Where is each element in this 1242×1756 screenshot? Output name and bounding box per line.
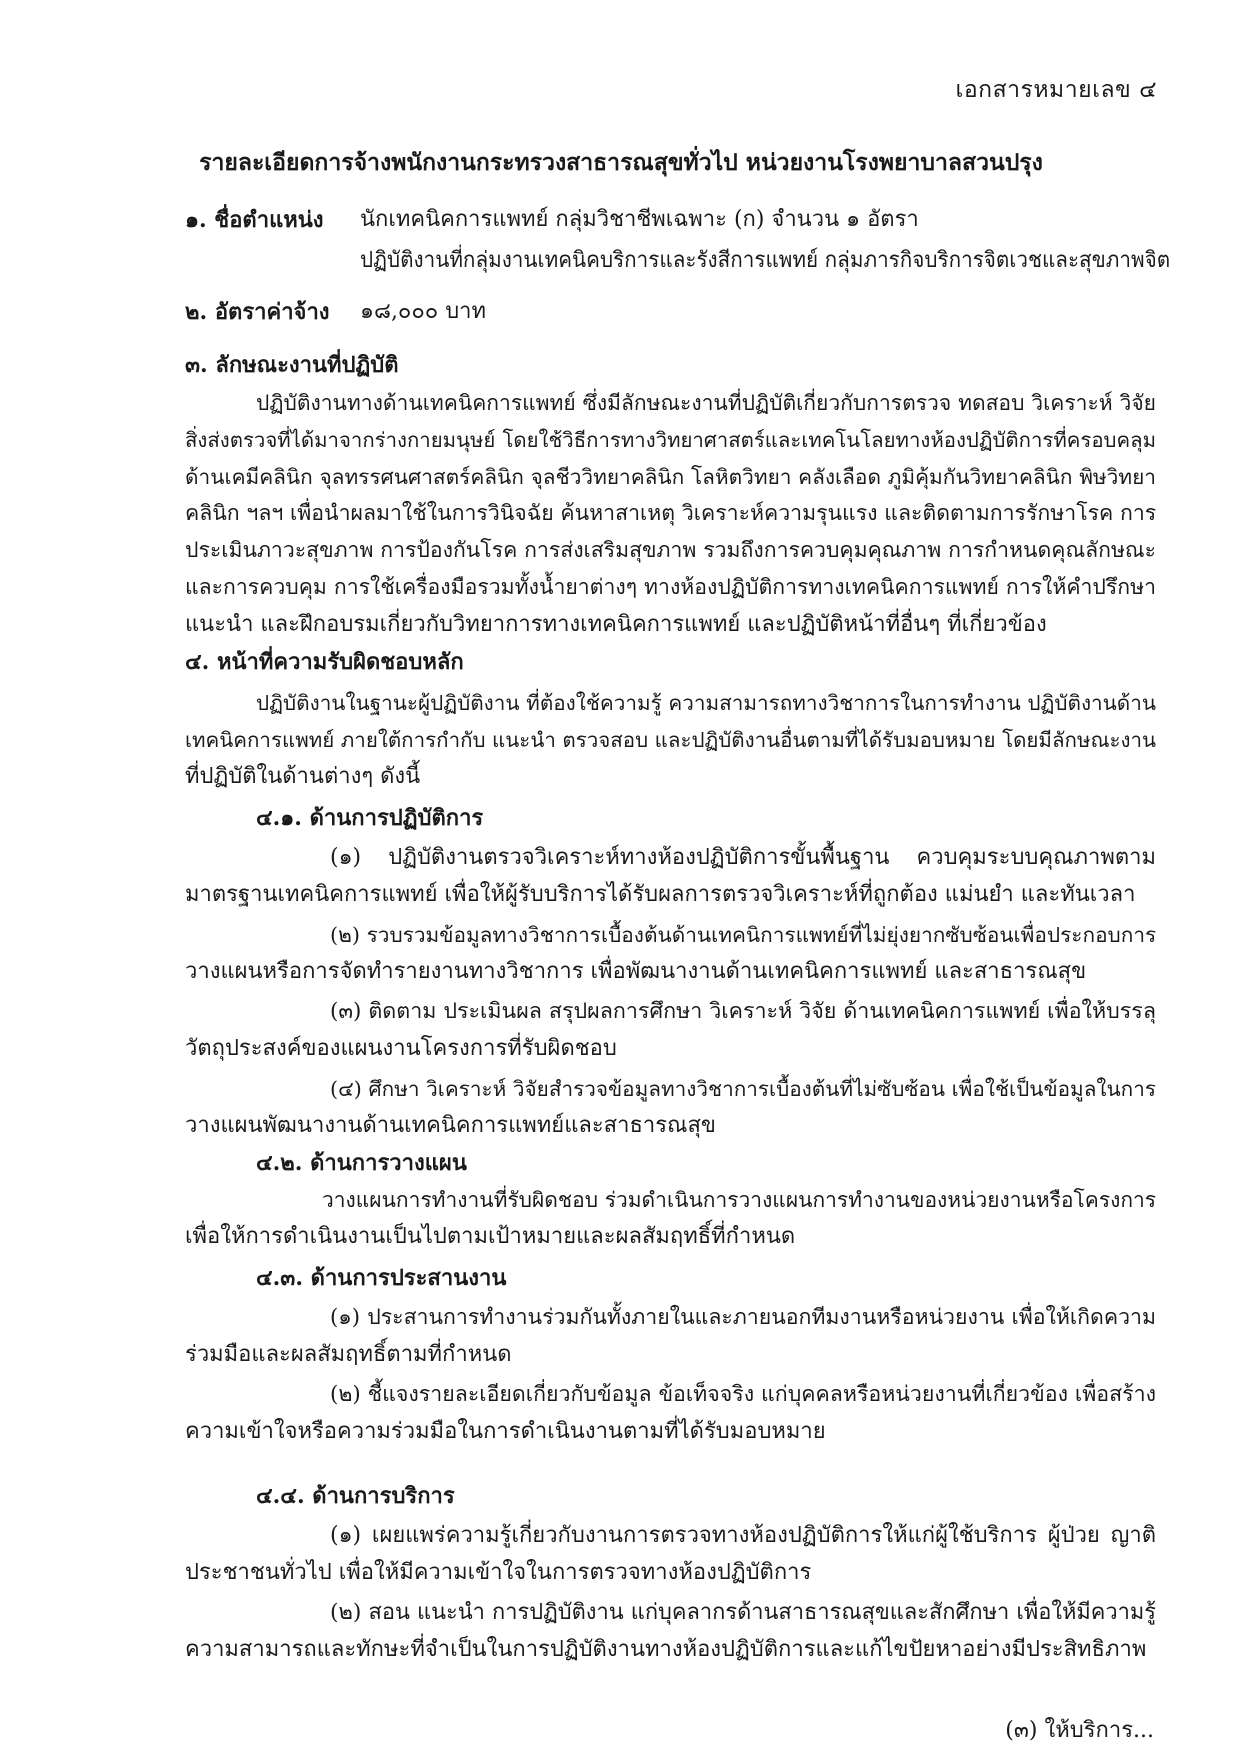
nature-line: สิ่งส่งตรวจที่ได้มาจากร่างกายมนุษย์ โดยใช้วิธีการทางวิทยาศาสตร์และเทคโนโลยทางห้องปฏิบัติการที่ครอบคลุม (185, 428, 1156, 452)
position-line-1: นักเทคนิคการแพทย์ กลุ่มวิชาชีพเฉพาะ (ก) จำนวน ๑ อัตรา (360, 207, 919, 232)
duties-heading: ๔. หน้าที่ความรับผิดชอบหลัก (185, 649, 464, 675)
nature-line: และการควบคุม การใช้เครื่องมือรวมทั้งน้ำยาต่างๆ ทางห้องปฏิบัติการทางเทคนิคการแพทย์ การให้คำปรึกษา (185, 575, 1156, 600)
wage-label: ๒. อัตราค่าจ้าง (185, 299, 330, 325)
nature-line: ปฏิบัติงานทางด้านเทคนิคการแพทย์ ซึ่งมีลักษณะงานที่ปฏิบัติเกี่ยวกับการตรวจ ทดสอบ วิเคราะห์ วิจัย (256, 390, 1156, 415)
nature-line: แนะนำ และฝึกอบรมเกี่ยวกับวิทยาการทางเทคนิคการแพทย์ และปฏิบัติหน้าที่อื่นๆ ที่เกี่ยวข้อง (185, 612, 1047, 637)
position-label: ๑. ชื่อตำแหน่ง (185, 207, 324, 233)
section-4-3-item-2-cont: ความเข้าใจหรือความร่วมมือในการดำเนินงานตามที่ได้รับมอบหมาย (185, 1419, 826, 1444)
section-4-1-item-1: (๑) ปฏิบัติงานตรวจวิเคราะห์ทางห้องปฏิบัติการขั้นพื้นฐาน ควบคุมระบบคุณภาพตาม (330, 845, 1156, 870)
section-4-4-heading: ๔.๔. ด้านการบริการ (256, 1483, 455, 1509)
section-4-2-heading: ๔.๒. ด้านการวางแผน (256, 1150, 467, 1176)
section-4-4-item-1: (๑) เผยแพร่ความรู้เกี่ยวกับงานการตรวจทางห้องปฏิบัติการให้แก่ผู้ใช้บริการ ผู้ป่วย ญาติ (330, 1523, 1156, 1548)
page-title: รายละเอียดการจ้างพนักงานกระทรวงสาธารณสุขทั่วไป หน่วยงานโรงพยาบาลสวนปรุง (199, 149, 1043, 176)
continuation-note: (๓) ให้บริการ... (1005, 1718, 1154, 1743)
section-4-1-item-4: (๔) ศึกษา วิเคราะห์ วิจัยสำรวจข้อมูลทางวิชาการเบื้องต้นที่ไม่ซับซ้อน เพื่อใช้เป็นข้อมูลในการ (330, 1077, 1156, 1101)
section-4-3-heading: ๔.๓. ด้านการประสานงาน (256, 1265, 507, 1291)
nature-line: ประเมินภาวะสุขภาพ การป้องกันโรค การส่งเสริมสุขภาพ รวมถึงการควบคุมคุณภาพ การกำหนดคุณลักษณะ (185, 538, 1156, 563)
section-4-3-item-1-cont: ร่วมมือและผลสัมฤทธิ์ตามที่กำหนด (185, 1342, 512, 1367)
section-4-4-item-2: (๒) สอน แนะนำ การปฏิบัติงาน แก่บุคลากรด้านสาธารณสุขและสักศึกษา เพื่อให้มีความรู้ (330, 1600, 1156, 1625)
section-4-1-item-4-cont: วางแผนพัฒนางานด้านเทคนิคการแพทย์และสาธารณสุข (185, 1113, 716, 1138)
section-4-1-item-3: (๓) ติดตาม ประเมินผล สรุปผลการศึกษา วิเคราะห์ วิจัย ด้านเทคนิคการแพทย์ เพื่อให้บรรลุ (330, 999, 1156, 1024)
section-4-3-item-2: (๒) ชี้แจงรายละเอียดเกี่ยวกับข้อมูล ข้อเท็จจริง แก่บุคคลหรือหน่วยงานที่เกี่ยวข้อง เพื่อสร้าง (330, 1382, 1156, 1407)
section-4-3-item-1: (๑) ประสานการทำงานร่วมกันทั้งภายในและภายนอกทีมงานหรือหน่วยงาน เพื่อให้เกิดความ (330, 1305, 1156, 1330)
nature-line: ด้านเคมีคลินิก จุลทรรศนศาสตร์คลินิก จุลชีววิทยาคลินิก โลหิตวิทยา คลังเลือด ภูมิคุ้มกันวิทยาคลินิก พิษวิทยา (185, 465, 1156, 489)
section-4-1-item-1-cont: มาตรฐานเทคนิคการแพทย์ เพื่อให้ผู้รับบริการได้รับผลการตรวจวิเคราะห์ที่ถูกต้อง แม่นยำ และทันเวลา (185, 882, 1136, 907)
section-4-1-item-2: (๒) รวบรวมข้อมูลทางวิชาการเบื้องต้นด้านเทคนิการแพทย์ที่ไม่ยุ่งยากซับซ้อนเพื่อประกอบการ (330, 923, 1157, 947)
nature-line: คลินิก ฯลฯ เพื่อนำผลมาใช้ในการวินิจฉัย ค้นหาสาเหตุ วิเคราะห์ความรุนแรง และติดตามการรักษาโรค การ (185, 501, 1157, 526)
duties-intro-line: ที่ปฏิบัติในด้านต่างๆ ดังนี้ (185, 764, 421, 789)
section-4-4-item-2-cont: ความสามารถและทักษะที่จำเป็นในการปฏิบัติงานทางห้องปฏิบัติการและแก้ไขปัยหาอย่างมีประสิทธิภาพ (185, 1637, 1147, 1662)
wage-value: ๑๘,๐๐๐ บาท (360, 299, 487, 324)
section-4-4-item-1-cont: ประชาชนทั่วไป เพื่อให้มีความเข้าใจในการตรวจทางห้องปฏิบัติการ (185, 1560, 812, 1585)
section-4-2-line: เพื่อให้การดำเนินงานเป็นไปตามเป้าหมายและผลสัมฤทธิ์ที่กำหนด (185, 1224, 796, 1249)
section-4-1-heading: ๔.๑. ด้านการปฏิบัติการ (256, 805, 484, 831)
document-number: เอกสารหมายเลข ๔ (955, 77, 1157, 103)
nature-heading: ๓. ลักษณะงานที่ปฏิบัติ (185, 352, 399, 378)
section-4-2-line: วางแผนการทำงานที่รับผิดชอบ ร่วมดำเนินการวางแผนการทำงานของหน่วยงานหรือโครงการ (322, 1188, 1157, 1212)
section-4-1-item-3-cont: วัตถุประสงค์ของแผนงานโครงการที่รับผิดชอบ (185, 1036, 617, 1061)
position-line-2: ปฏิบัติงานที่กลุ่มงานเทคนิคบริการและรังสีการแพทย์ กลุ่มภารกิจบริการจิตเวชและสุขภาพจิต (360, 248, 1171, 273)
duties-intro-line: เทคนิคการแพทย์ ภายใต้การกำกับ แนะนำ ตรวจสอบ และปฏิบัติงานอื่นตามที่ได้รับมอบหมาย โดยมีลักษณะงาน (185, 728, 1157, 752)
section-4-1-item-2-cont: วางแผนหรือการจัดทำรายงานทางวิชาการ เพื่อพัฒนางานด้านเทคนิคการแพทย์ และสาธารณสุข (185, 959, 1087, 984)
duties-intro-line: ปฏิบัติงานในฐานะผู้ปฏิบัติงาน ที่ต้องใช้ความรู้ ความสามารถทางวิชาการในการทำงาน ปฏิบัติงานด้าน (256, 691, 1156, 715)
